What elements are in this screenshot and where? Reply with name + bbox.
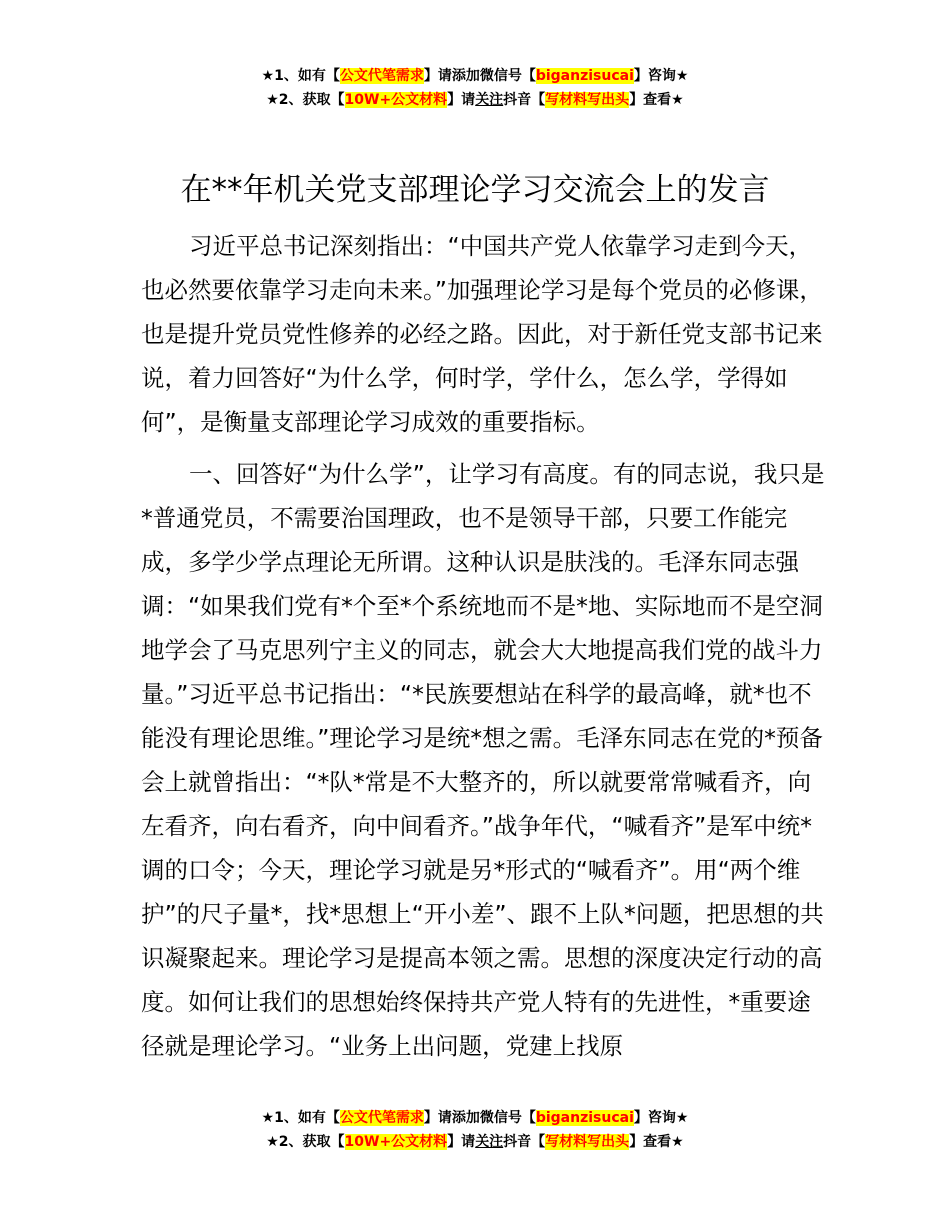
highlight-douyin-account: 写材料写出头 <box>545 92 630 108</box>
banner-line-1 <box>0 1106 950 1130</box>
banner-line-1 <box>0 64 950 88</box>
highlight-wechat-id: biganzisucai <box>535 1110 634 1126</box>
banner-line-2 <box>0 1130 950 1154</box>
banner-text: 抖音【 <box>503 92 546 108</box>
banner-text: 】查看★ <box>629 1134 684 1150</box>
document-body <box>141 224 831 1068</box>
footer-banner <box>0 1106 950 1154</box>
banner-text: ★1、如有【 <box>261 1110 340 1126</box>
banner-text: 】请 <box>447 1134 476 1150</box>
banner-text: 抖音【 <box>503 1134 546 1150</box>
underlined-follow: 关注 <box>475 1134 504 1150</box>
highlight-materials: 10W+公文材料 <box>344 92 448 108</box>
underlined-follow: 关注 <box>475 92 504 108</box>
highlight-service: 公文代笔需求 <box>339 68 424 84</box>
highlight-service: 公文代笔需求 <box>339 1110 424 1126</box>
paragraph: 习近平总书记深刻指出：“中国共产党人依靠学习走到今天，也必然要依靠学习走向未来。”加强理论学习是每个党员的必修课，也是提升党员党性修养的必经之路。因此，对于新任党支部书记来说，着力回答好“为什么学，何时学，学什么，怎么学，学得如何”，是衡量支部理论学习成效的重要指标。 <box>141 232 823 436</box>
highlight-wechat-id: biganzisucai <box>535 68 634 84</box>
banner-text: 】查看★ <box>629 92 684 108</box>
banner-text: ★2、获取【 <box>266 92 345 108</box>
highlight-douyin-account: 写材料写出头 <box>545 1134 630 1150</box>
document-title: 在**年机关党支部理论学习交流会上的发言 <box>180 172 770 208</box>
banner-text: 】咨询★ <box>633 68 689 84</box>
banner-text: 】请添加微信号【 <box>423 68 536 84</box>
banner-text: 】咨询★ <box>633 1110 689 1126</box>
banner-text: ★1、如有【 <box>261 68 340 84</box>
banner-text: ★2、获取【 <box>266 1134 345 1150</box>
banner-text: 】请添加微信号【 <box>423 1110 536 1126</box>
header-banner <box>0 64 950 112</box>
banner-text: 】请 <box>447 92 476 108</box>
highlight-materials: 10W+公文材料 <box>344 1134 448 1150</box>
paragraph: 一、回答好“为什么学”，让学习有高度。有的同志说，我只是*普通党员，不需要治国理政，也不是领导干部，只要工作能完成，多学少学点理论无所谓。这种认识是肤浅的。毛泽东同志强调：“如果我们党有*个至*个系统地而不是*地、实际地而不是空洞地学会了马克思列宁主义的同志，就会大大地提高我们党的战斗力量。”习近平总书记指出：“*民族要想站在科学的最高峰，就*也不能没有理论思维。”理论学习是统*想之需。毛泽东同志在党的*预备会上就曾指出：“*队*常是不大整齐的，所以就要常常喊看齐，向左看齐，向右看齐，向中间看齐。”战争年代，“喊看齐”是军中统*调的口令；今天，理论学习就是另*形式的“喊看齐”。用“两个维护”的尺子量*，找*思想上“开小差”、跟不上队*问题，把思想的共识凝聚起来。理论学习是提高本领之需。思想的深度决定行动的高度。如何让我们的思想始终保持共产党人特有的先进性，*重要途径就是理论学习。“业务上出问题，党建上找原 <box>141 460 825 1060</box>
banner-line-2 <box>0 88 950 112</box>
